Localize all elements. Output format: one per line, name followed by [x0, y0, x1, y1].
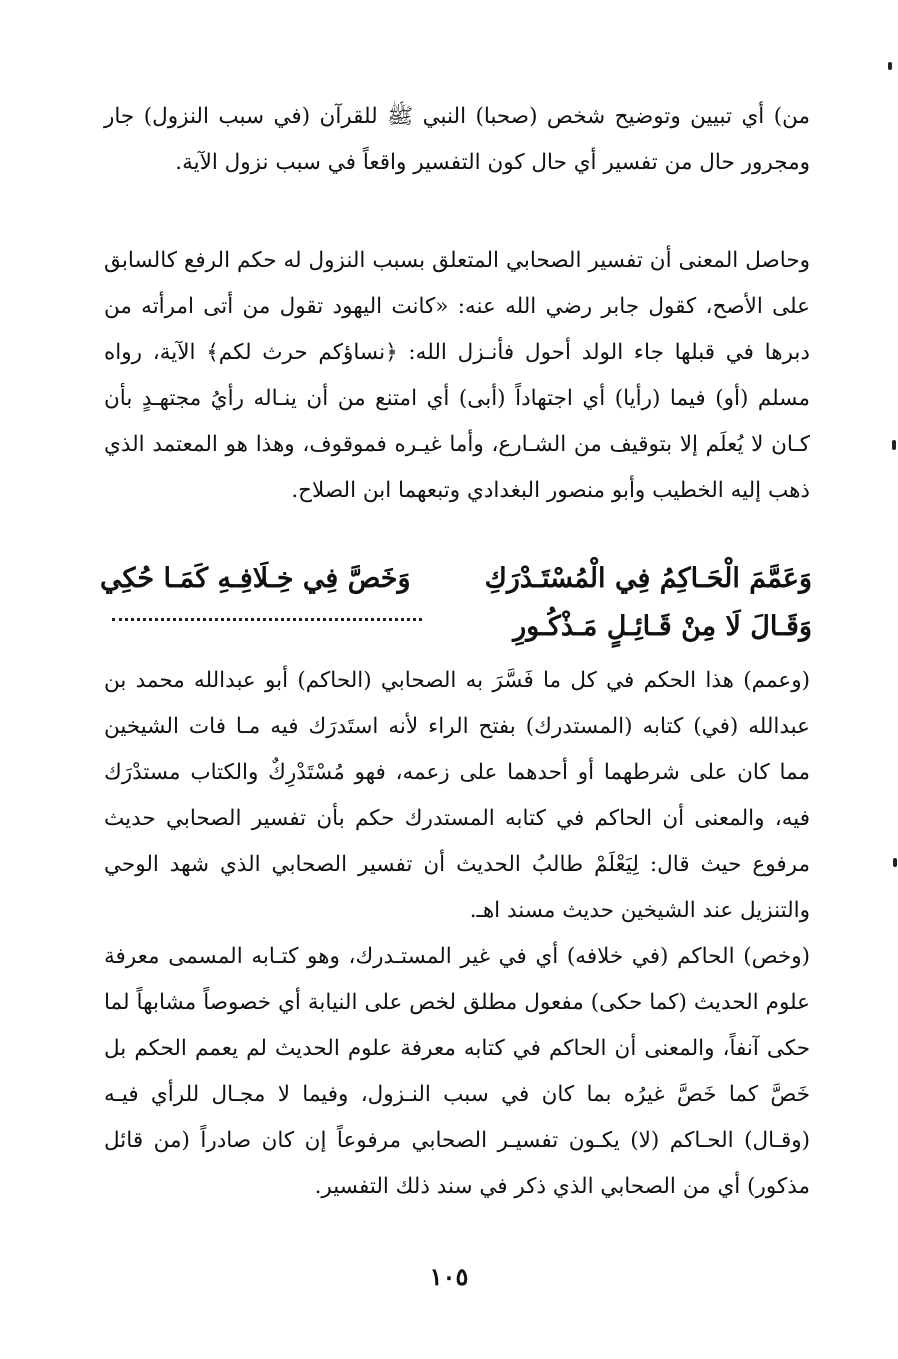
- margin-mark: [893, 858, 897, 867]
- paragraph-2: وحاصل المعنى أن تفسير الصحابي المتعلق بسبب النزول له حكم الرفع كالسابق على الأصح، كقول جابر رضي الله عنه: «كانت اليهود تقول من أتى امرأته من دبرها في قبلها جاء الولد أحول فأنـزل الله: ﴿نساؤكم حرث لكم﴾ الآية، رواه مسلم (أو) فيما (رأيا) أي اجتهاداً (أبى) أي امتنع من أن ينـاله رأيُ مجتهـدٍ بأن كـان لا يُعلَم إلا بتوقيف من الشـارع، وأما غيـره فموقوف، وهذا هو المعتمد الذي ذهب إليه الخطيب وأبو منصور البغدادي وتبعهما ابن الصلاح.: [104, 248, 810, 503]
- margin-mark: [892, 440, 896, 450]
- paragraph-1: من) أي تبيين وتوضيح شخص (صحبا) النبي ﷺ للقرآن (في سبب النزول) جار ومجرور حال من تفسير أي حال كون التفسير واقعاً في سبب نزول الآية.: [104, 104, 810, 175]
- verse-hemistich-1a: وَعَمَّمَ الْحَـاكِمُ فِي الْمُسْتَـدْرَكِ: [484, 563, 812, 594]
- margin-mark: [888, 62, 892, 70]
- verse-dotted-rule: [112, 618, 422, 621]
- verse-hemistich-2a: وَقَـالَ لَا مِنْ قَـائِـلٍ مَـذْكُـورِ: [513, 611, 812, 642]
- verse-hemistich-1b: وَخَصَّ فِي خِـلَافِـهِ كَمَـا حُكِي: [100, 563, 411, 594]
- paragraph-4: (وخص) الحاكم (في خلافه) أي في غير المستـدرك، وهو كتـابه المسمى معرفة علوم الحديث (كما حكى) مفعول مطلق لخص على النيابة أي خصوصاً مشابهاً لما حكى آنفاً، والمعنى أن الحاكم في كتابه معرفة علوم الحديث لم يعمم الحكم بل خَصَّ كما خَصَّ غيرُه بما كان في سبب النـزول، وفيما لا مجـال للرأي فيـه (وقـال) الحـاكم (لا) يكـون تفسيـر الصحابي مرفوعاً إن كان صادراً (من قائل مذكور) أي من الصحابي الذي ذكر في سند ذلك التفسير.: [104, 944, 810, 1199]
- paragraph-3: (وعمم) هذا الحكم في كل ما فَسَّرَ به الصحابي (الحاكم) أبو عبدالله محمد بن عبدالله (في) كتابه (المستدرك) بفتح الراء لأنه استَدرَك فيه مـا فات الشيخين مما كان على شرطهما أو أحدهما على زعمه، فهو مُسْتَدْرِكٌ والكتاب مستدْرَك فيه، والمعنى أن الحاكم في كتابه المستدرك حكم بأن تفسير الصحابي حديث مرفوع حيث قال: لِيَعْلَمْ طالبُ الحديث أن تفسير الصحابي الذي شهد الوحي والتنزيل عند الشيخين حديث مسند اهـ.: [104, 668, 810, 923]
- page-number: ١٠٥: [429, 1262, 469, 1291]
